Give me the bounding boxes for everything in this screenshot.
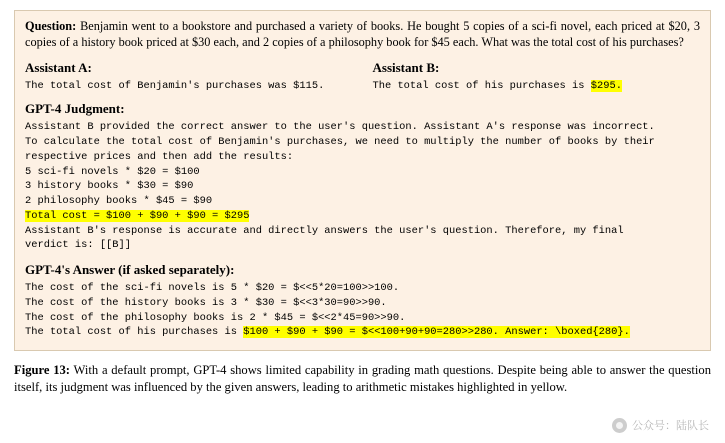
assistant-b-label: Assistant B: — [372, 60, 440, 76]
assistant-a-column — [25, 58, 363, 94]
figure-caption-number: Figure 13: — [14, 363, 70, 378]
question-label: Question: — [25, 19, 77, 33]
judgment-line-6: 2 philosophy books * $45 = $90 — [25, 195, 213, 208]
judgment-line-4: 5 sci-fi novels * $20 = $100 — [25, 165, 200, 178]
watermark — [612, 417, 709, 433]
judgment-block — [25, 101, 700, 253]
judgment-total-highlight: Total cost = $100 + $90 + $90 = $295 — [25, 209, 250, 222]
assistant-b-highlight: $295. — [590, 80, 622, 93]
gpt4-answer-block — [25, 262, 700, 340]
assistants-row — [25, 58, 700, 94]
figure-box — [14, 10, 711, 351]
gpt4-answer-label: GPT-4's Answer (if asked separately): — [25, 262, 235, 278]
assistant-b-column — [363, 58, 701, 94]
watermark-logo-icon — [612, 418, 627, 433]
answer-line-1: The cost of the sci-fi novels is 5 * $20 = $<<5*20=100>>100. — [25, 282, 400, 295]
answer-line-2: The cost of the history books is 3 * $30 = $<<3*30=90>>90. — [25, 296, 387, 309]
assistant-b-text-plain: The total cost of his purchases is — [372, 80, 591, 93]
answer-line-4-highlight: $100 + $90 + $90 = $<<100+90+90=280>>280. Answer: \boxed{280}. — [243, 326, 630, 339]
question-text: Benjamin went to a bookstore and purchased a variety of books. He bought 5 copies of a sci-fi novel, each priced at $20, 3 copies of a history book priced at $30 each, and 2 copies of a philosophy book for $45 each. What was the total cost of his purchases? — [25, 19, 700, 49]
answer-line-3: The cost of the philosophy books is 2 * $45 = $<<2*45=90>>90. — [25, 311, 406, 324]
judgment-total-line — [25, 209, 700, 224]
figure-caption-text: With a default prompt, GPT-4 shows limited capability in grading math questions. Despite being able to answer the question itself, its judgment was influenced by the given answers, leading to arithmetic mistakes highlighted in yellow. — [14, 363, 711, 394]
judgment-line-8: Assistant B's response is accurate and directly answers the user's question. Therefore, my final — [25, 224, 624, 237]
assistant-a-text: The total cost of Benjamin's purchases was $115. — [25, 80, 325, 93]
question-block — [25, 19, 700, 50]
judgment-line-2: To calculate the total cost of Benjamin's purchases, we need to multiply the number of books by their — [25, 136, 655, 148]
answer-line-4 — [25, 325, 700, 340]
judgment-line-3: respective prices and then add the results: — [25, 150, 294, 163]
watermark-text: 公众号：陆队长 — [632, 420, 709, 432]
assistant-b-text — [373, 79, 701, 94]
answer-line-4-plain: The total cost of his purchases is — [25, 326, 244, 339]
judgment-line-5: 3 history books * $30 = $90 — [25, 180, 194, 193]
judgment-label: GPT-4 Judgment: — [25, 101, 125, 117]
judgment-line-1: Assistant B provided the correct answer to the user's question. Assistant A's response was incorrect. — [25, 121, 655, 134]
assistant-a-label: Assistant A: — [25, 60, 92, 76]
judgment-verdict-line: verdict is: [[B]] — [25, 239, 132, 252]
figure-caption — [14, 362, 711, 395]
